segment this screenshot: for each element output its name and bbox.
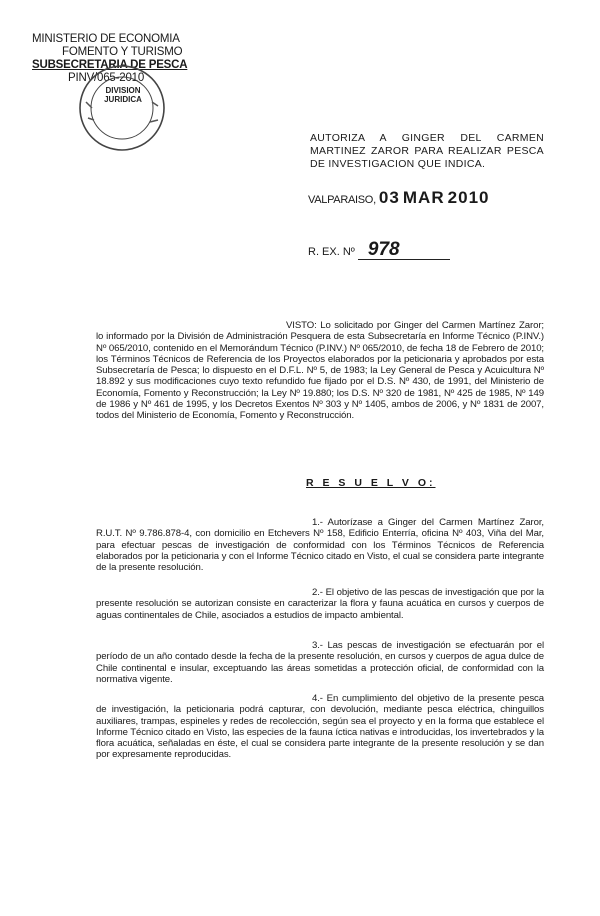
file-reference: PINV/065-2010 bbox=[68, 72, 145, 84]
resolution-title: AUTORIZA A GINGER DEL CARMEN MARTINEZ ZAROR PARA REALIZAR PESCA DE INVESTIGACION QUE INDICA. bbox=[310, 132, 544, 170]
resolution-paragraph-2: 2.- El objetivo de las pescas de investigación que por la presente resolución se autorizan consiste en caracterizar la flora y fauna acuática en cursos y cuerpos de aguas continentales de Chile, asociados a estudios de impacto ambiental. bbox=[96, 587, 544, 621]
date-line bbox=[308, 188, 489, 208]
date-day: 03 bbox=[378, 188, 400, 207]
resuelvo-heading: R E S U E L V O: bbox=[306, 477, 436, 489]
ministry-subtitle: FOMENTO Y TURISMO bbox=[62, 46, 183, 58]
subsecretary-name: SUBSECRETARIA DE PESCA bbox=[32, 59, 188, 71]
date-year: 2010 bbox=[447, 188, 490, 207]
visto-paragraph: VISTO: Lo solicitado por Ginger del Carmen Martínez Zaror; lo informado por la División de Administración Pesquera de esta Subsecretaría en Informe Técnico (P.INV.) Nº 065/2010, contenido en el Memorándum Técnico (P.INV.) Nº 065/2010, de fecha 18 de Febrero de 2010; los Términos Técnicos de Referencia de los Proyectos elaborados por la peticionaria y aprobados por esta Subsecretaría de Pesca; lo dispuesto en el D.F.L. Nº 5, de 1983; la Ley General de Pesca y Acuicultura Nº 18.892 y sus modificaciones cuyo texto refundido fue fijado por el D.S. Nº 430, de 1991, del Ministerio de Economía, Fomento y Reconstrucción; la Ley Nº 19.880; los D.S. Nº 320 de 1981, Nº 425 de 1985, Nº 149 de 1986 y Nº 461 de 1995, y los Decretos Exentos Nº 303 y Nº 1405, ambos de 2006, y Nº 1831 de 2007, todos del Ministerio de Economía, Fomento y Reconstrucción. bbox=[96, 320, 544, 422]
date-place: VALPARAISO, bbox=[308, 194, 376, 206]
resolution-paragraph-1: 1.- Autorízase a Ginger del Carmen Martínez Zaror, R.U.T. Nº 9.786.878-4, con domicilio en Etchevers Nº 158, Edificio Enterría, oficina Nº 403, Viña del Mar, para efectuar pescas de investigación de conformidad con los Términos Técnicos de Referencia elaborados por la peticionaria y con el Informe Técnico citado en Visto, el cual se considera parte integrante de la presente resolución. bbox=[96, 517, 544, 574]
resolution-paragraph-4: 4.- En cumplimiento del objetivo de la presente pesca de investigación, la peticionaria podrá capturar, con devolución, mediante pesca eléctrica, chinguillos auxiliares, trampas, espineles y redes de recolección, según sea el proyecto y en la forma que establece el Informe Técnico citado en Visto, las especies de la fauna íctica nativas e introducidas, los invertebrados y la flora acuática, señaladas en éste, el cual se considera parte integrante de la presente resolución y se dan por expresamente reproducidas. bbox=[96, 693, 544, 761]
resolution-label: R. EX. Nº bbox=[308, 246, 355, 258]
resolution-number: 978 bbox=[358, 241, 450, 260]
date-month: MAR bbox=[402, 188, 445, 207]
stamp-label: DIVISION JURIDICA bbox=[104, 86, 142, 104]
resolution-paragraph-3: 3.- Las pescas de investigación se efectuarán por el período de un año contado desde la fecha de la presente resolución, en cursos y cuerpos de agua dulce de Chile continental e insular, exceptuando las áreas sometidas a protección oficial, de conformidad con la normativa vigente. bbox=[96, 640, 544, 685]
ministry-name: MINISTERIO DE ECONOMIA bbox=[32, 33, 180, 45]
division-juridica-stamp bbox=[76, 62, 168, 154]
resolution-number-line bbox=[308, 241, 450, 260]
